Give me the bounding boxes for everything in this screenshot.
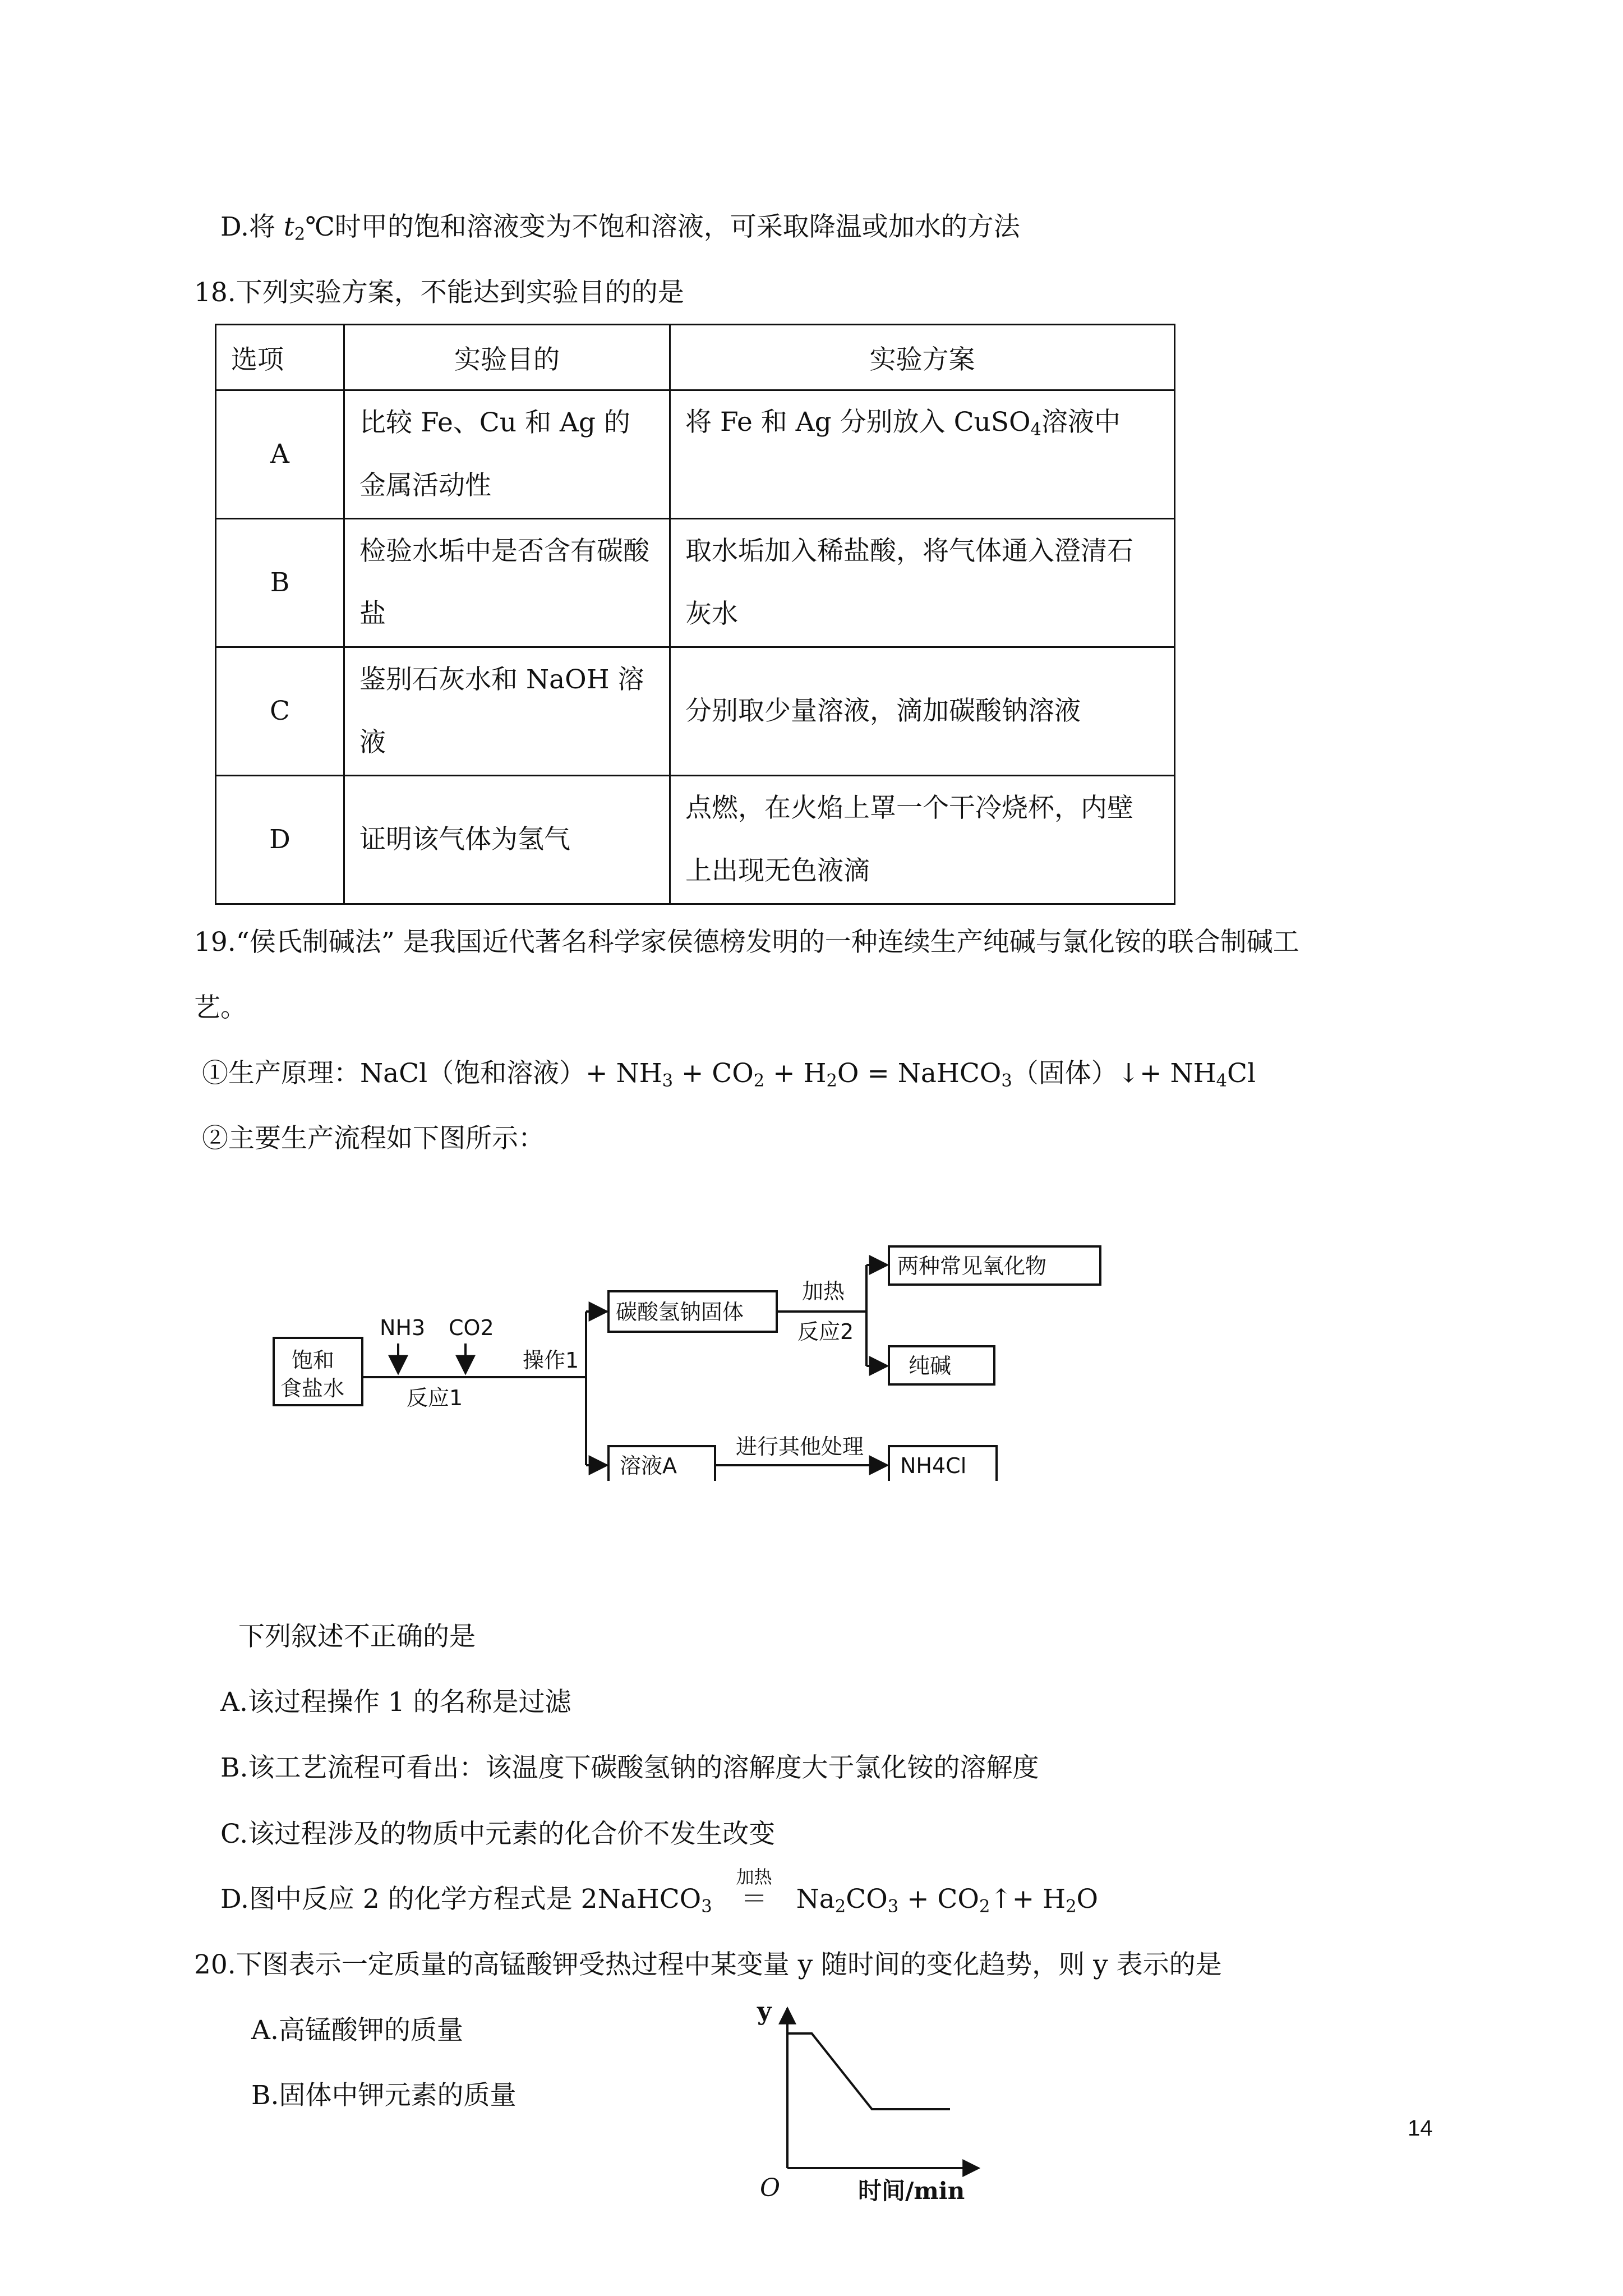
flow-soda-label: 纯碱 [909,1354,952,1378]
flow-nh3-label: NH3 [380,1315,426,1340]
table-header-row [216,325,1175,390]
flow-heat-label: 加热 [802,1279,845,1304]
reaction-condition: 加热 [736,1866,772,1888]
flow-brine-line1: 饱和 [292,1348,335,1373]
table-cell-plan: 点燃，在火焰上罩一个干冷烧杯，内壁上出现无色液滴 [670,776,1175,904]
principle-sub: 4 [1216,1071,1228,1091]
q17-d-suffix: ℃时甲的饱和溶液变为不饱和溶液，可采取降温或加水的方法 [305,211,1020,242]
process-flowchart [264,1245,1161,1481]
table-cell-plan [670,390,1175,519]
table-cell-option: A [216,390,344,519]
q19-option-a: A.该过程操作 1 的名称是过滤 [220,1687,571,1718]
plan-sub: 4 [1030,420,1041,440]
graph-series-line [787,2033,950,2109]
graph-x-label: 时间/min [858,2177,965,2205]
option-d-text: O [1076,1884,1099,1915]
principle-text: O = NaHCO [837,1058,1002,1089]
table-row [216,519,1175,647]
q19-prompt: 下列叙述不正确的是 [238,1621,476,1652]
table-row [216,390,1175,519]
option-d-sub: 3 [887,1897,899,1917]
option-d-sub: 3 [701,1897,712,1917]
flow-oxides-label: 两种常见氧化物 [897,1254,1047,1278]
q17-d-sub: 2 [294,224,306,245]
plan-text: 将 Fe 和 Ag 分别放入 CuSO [685,407,1031,438]
equals-sign: ＝ [741,1884,768,1915]
q19-stem-line1: 19.“侯氏制碱法” 是我国近代著名科学家侯德榜发明的一种连续生产纯碱与氯化铵的联合制碱工 [194,927,1299,958]
flow-solid-label: 碳酸氢钠固体 [616,1300,744,1324]
q20-option-a: A.高锰酸钾的质量 [251,2015,463,2046]
q19-option-d [220,1866,1099,1917]
principle-sub: 3 [662,1071,674,1091]
table-cell-purpose: 比较 Fe、Cu 和 Ag 的金属活动性 [344,390,670,519]
option-d-text: ↑+ H [990,1884,1066,1915]
table-cell-plan: 分别取少量溶液，滴加碳酸钠溶液 [670,647,1175,776]
table-cell-plan: 取水垢加入稀盐酸，将气体通入澄清石灰水 [670,519,1175,647]
table-cell-option: C [216,647,344,776]
table-row [216,647,1175,776]
graph-y-label: y [757,1997,772,2026]
flow-co2-label: CO2 [449,1315,494,1340]
flow-reaction2-label: 反应2 [797,1319,854,1344]
flow-op1-label: 操作1 [523,1348,579,1373]
q19-flow-intro: ②主要生产流程如下图所示： [202,1123,545,1154]
option-d-text: Na [796,1884,835,1915]
principle-sub: 3 [1001,1071,1012,1091]
principle-sub: 2 [753,1071,765,1091]
table-header-plan: 实验方案 [670,325,1175,390]
option-d-sub: 2 [979,1897,990,1917]
q20-option-b: B.固体中钾元素的质量 [251,2080,517,2111]
flow-reaction1-label: 反应1 [407,1386,463,1410]
flow-nh4cl-label: NH4Cl [900,1453,967,1478]
flow-other-label: 进行其他处理 [736,1434,864,1459]
q17-d-prefix: D.将 [220,211,284,242]
table-cell-purpose: 鉴别石灰水和 NaOH 溶液 [344,647,670,776]
q19-stem-line2: 艺。 [194,992,247,1023]
principle-text: + CO [673,1058,754,1089]
table-row [216,776,1175,904]
table-cell-purpose: 证明该气体为氢气 [344,776,670,904]
principle-text: Cl [1227,1058,1256,1089]
principle-text: （固体）↓+ NH [1012,1058,1216,1089]
q17-option-d [220,210,1020,244]
q19-option-c: C.该过程涉及的物质中元素的化合价不发生改变 [220,1819,776,1849]
q20-stem: 20.下图表示一定质量的高锰酸钾受热过程中某变量 y 随时间的变化趋势，则 y 表示的是 [194,1949,1222,1980]
table-cell-option: D [216,776,344,904]
page-number: 14 [1408,2116,1433,2141]
option-d-text: + CO [898,1884,979,1915]
flow-brine-line2: 食盐水 [280,1376,345,1401]
q20-graph [751,1997,998,2205]
principle-text: + H [764,1058,827,1089]
graph-origin-label: O [760,2174,781,2202]
q17-d-var: t [283,211,294,242]
table-cell-purpose: 检验水垢中是否含有碳酸盐 [344,519,670,647]
option-d-sub: 2 [1066,1897,1077,1917]
q18-table [215,324,1175,905]
option-d-text: D.图中反应 2 的化学方程式是 2NaHCO [220,1884,702,1915]
option-d-sub: 2 [834,1897,846,1917]
q19-principle [202,1057,1256,1091]
q18-stem: 18.下列实验方案，不能达到实验目的的是 [194,277,684,308]
principle-sub: 2 [826,1071,837,1091]
table-header-option: 选项 [216,325,344,390]
flow-solution-a-label: 溶液A [620,1453,677,1478]
plan-text-post: 溶液中 [1041,407,1121,438]
option-d-text: CO [846,1884,888,1915]
table-cell-option: B [216,519,344,647]
principle-text: ①生产原理：NaCl（饱和溶液）+ NH [202,1058,662,1089]
q19-option-b: B.该工艺流程可看出：该温度下碳酸氢钠的溶解度大于氯化铵的溶解度 [220,1752,1039,1783]
table-header-purpose: 实验目的 [344,325,670,390]
